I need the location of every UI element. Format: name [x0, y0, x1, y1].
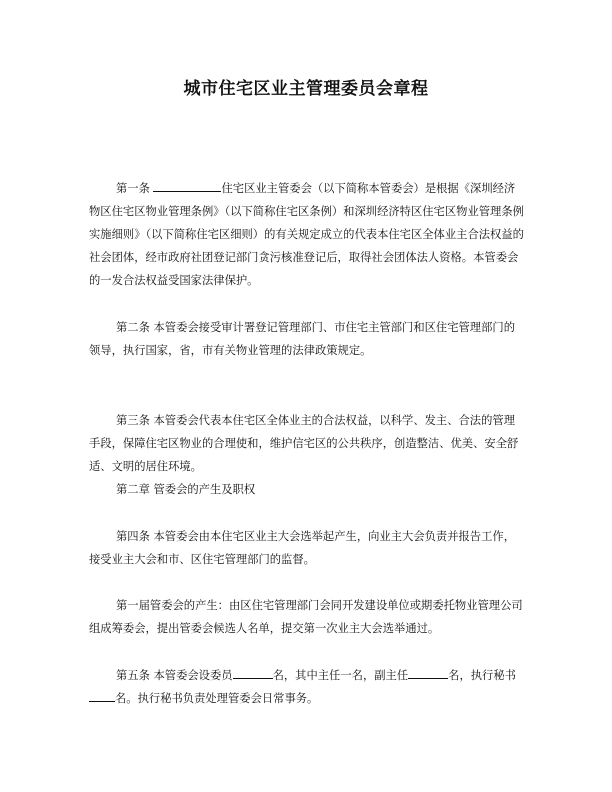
chapter-2-heading: 第二章 管委会的产生及职权 [116, 483, 256, 496]
article-4: 第四条 本管委会由本住宅区业主大会选举起产生，向业主大会负责并报告工作，接受业主大会和市、区住宅管理部门的监督。 [89, 530, 515, 566]
document-title: 城市住宅区业主管理委员会章程 [183, 79, 429, 99]
article-5-part-2: 名，其中主任一名，副主任 [272, 669, 409, 682]
article-5-part-1: 第五条 本管委会设委员 [116, 669, 233, 682]
fill-blank-vice-directors[interactable] [408, 666, 448, 679]
first-committee-paragraph: 第一届管委会的产生：由区住宅管理部门会同开发建设单位或期委托物业管理公司组成筹委会，提出管委会候选人名单，提交第一次业主大会选举通过。 [89, 599, 523, 635]
article-1-prefix: 第一条 [116, 182, 154, 195]
fill-blank-members[interactable] [233, 666, 273, 679]
article-1 [89, 177, 525, 292]
article-5-part-4: 名。执行秘书负责处理管委会日常事务。 [115, 692, 319, 705]
fill-blank-secretaries[interactable] [89, 689, 115, 702]
article-5 [89, 664, 525, 710]
article-2: 第二条 本管委会接受审计署登记管理部门、市住宅主管部门和区住宅管理部门的领导，执行国家，省，市有关物业管理的法律政策规定。 [89, 321, 515, 357]
article-1-body: 住宅区业主管委会（以下简称本管委会）是根据《深圳经济物区住宅区物业管理条例》（以下简称住宅区条例）和深圳经济特区住宅区物业管理条例实施细则》（以下简称住宅区细则）的有关规定成立的代表本住宅区全体业主合法权益的社会团体，经市政府社团登记部门贪污核准登记后，取得社会团体法人资格。本管委会的一发合法权益受国家法律保护。 [89, 182, 524, 287]
fill-blank-name[interactable] [153, 179, 221, 192]
article-3: 第三条 本管委会代表本住宅区全体业主的合法权益，以科学、发主、合法的管理手段，保障住宅区物业的合理使和，维护信宅区的公共秩序，创造整洁、优美、安全舒适、文明的居住环境。 [89, 414, 519, 473]
article-5-part-3: 名，执行秘书 [448, 669, 516, 682]
